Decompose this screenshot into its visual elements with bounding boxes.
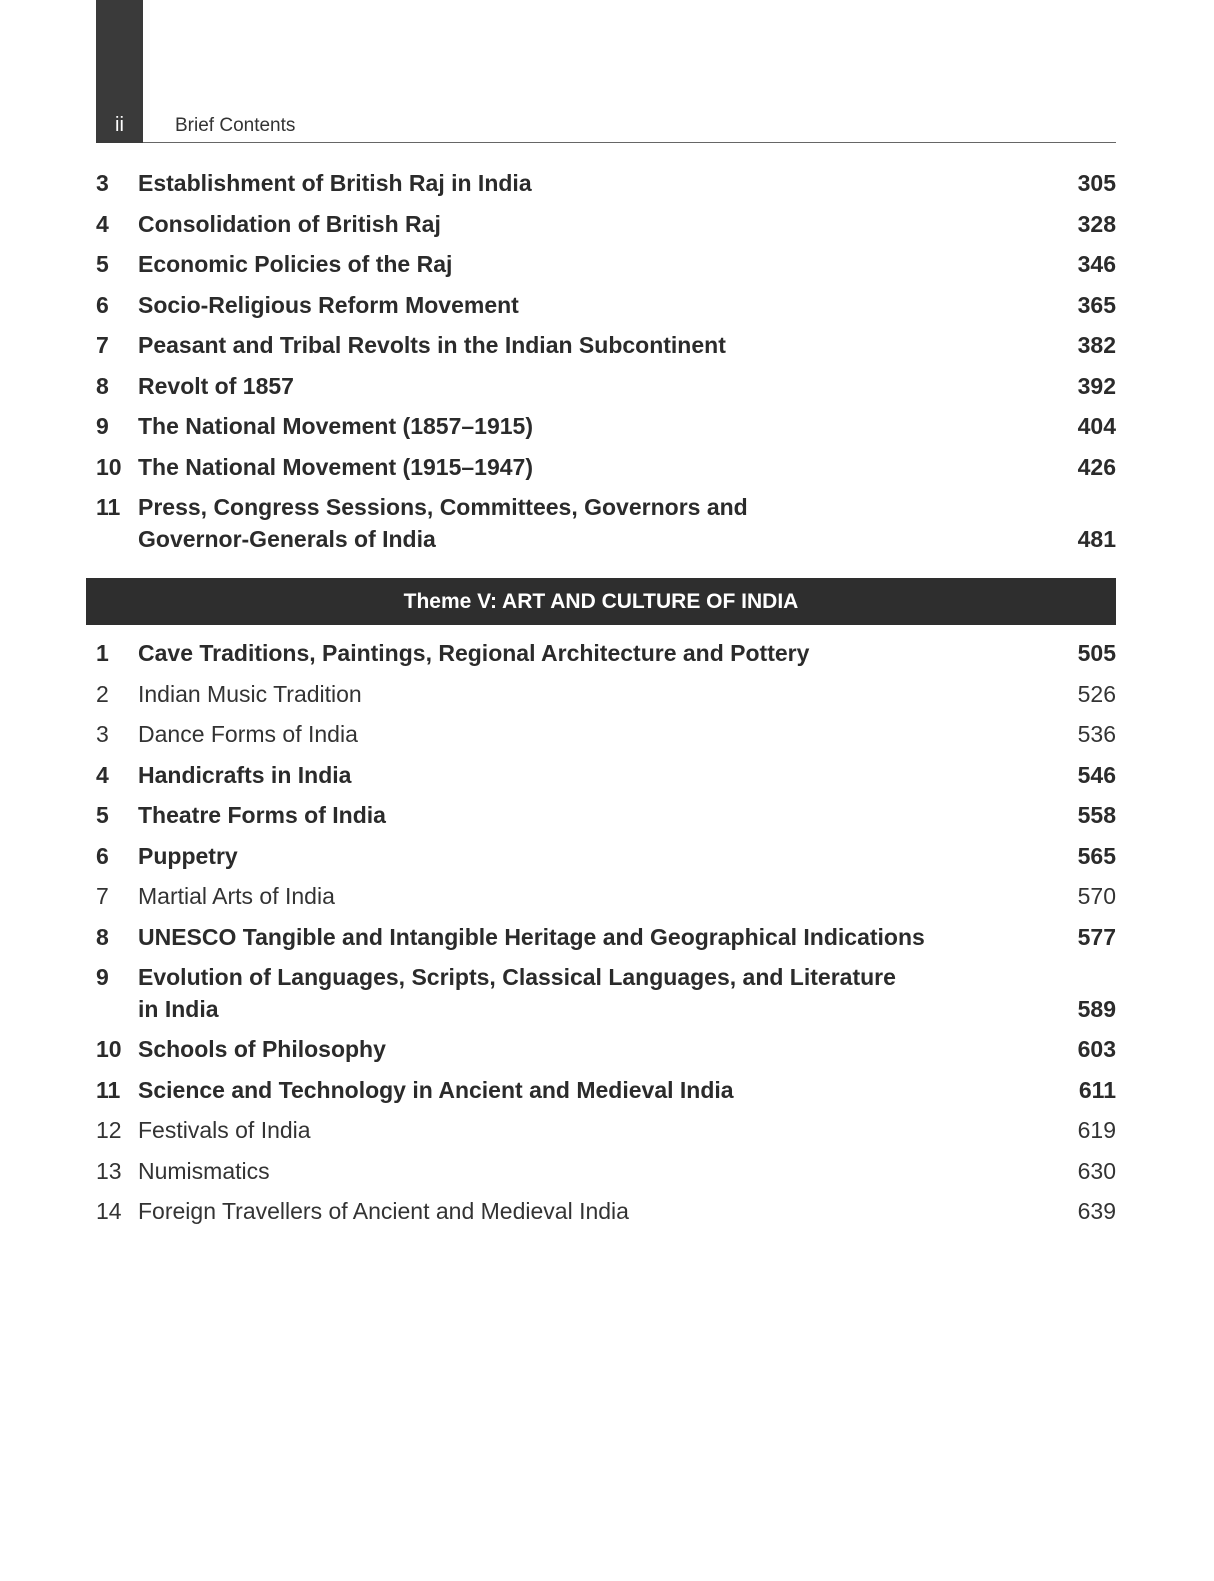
toc-entry-number: 3 xyxy=(96,170,109,196)
toc-entry[interactable] xyxy=(96,878,1116,919)
toc-entry[interactable] xyxy=(96,1193,1116,1234)
toc-entry-page: 382 xyxy=(1077,332,1116,358)
toc-entry-title: Science and Technology in Ancient and Medieval India xyxy=(138,1076,734,1103)
toc-entry-title: Theatre Forms of India xyxy=(138,802,386,828)
toc-entry-page: 505 xyxy=(1077,640,1116,666)
toc-entry-title: Puppetry xyxy=(138,842,238,869)
toc-entry[interactable] xyxy=(96,716,1116,757)
toc-entry-number: 3 xyxy=(96,721,109,747)
toc-entry-page: 305 xyxy=(1077,170,1116,196)
toc-entry[interactable] xyxy=(96,368,1116,409)
toc-entry-title: UNESCO Tangible and Intangible Heritage and Geographical Indications xyxy=(138,923,925,950)
toc-entry-page: 589 xyxy=(1077,996,1116,1022)
toc-entry[interactable] xyxy=(96,287,1116,328)
toc-entry-page: 346 xyxy=(1077,251,1116,277)
toc-entry[interactable] xyxy=(96,489,1116,561)
toc-entry-number: 7 xyxy=(96,332,109,358)
toc-entry[interactable] xyxy=(96,206,1116,247)
toc-entry-page: 365 xyxy=(1077,291,1116,318)
toc-entry-number: 10 xyxy=(96,453,122,480)
toc-entry[interactable] xyxy=(96,165,1116,206)
toc-entry-number: 4 xyxy=(96,210,109,237)
toc-entry-number: 8 xyxy=(96,923,109,950)
toc-entry[interactable] xyxy=(96,449,1116,490)
toc-entry-number: 12 xyxy=(96,1117,122,1143)
toc-entry-title: The National Movement (1915–1947) xyxy=(138,453,533,480)
toc-entry-number: 4 xyxy=(96,761,109,788)
toc-entry[interactable] xyxy=(96,757,1116,798)
toc-entry-number: 2 xyxy=(96,680,109,707)
toc-entry-page: 526 xyxy=(1077,680,1116,707)
toc-entry-title: Indian Music Tradition xyxy=(138,680,362,707)
toc-entry-page: 619 xyxy=(1077,1117,1116,1143)
toc-entry-page: 603 xyxy=(1077,1036,1116,1062)
toc-entry-title: Numismatics xyxy=(138,1157,270,1184)
toc-list-bottom xyxy=(96,635,1116,1234)
toc-entry-title-line: Evolution of Languages, Scripts, Classical Languages, and Literature xyxy=(138,964,896,990)
toc-entry-title: Cave Traditions, Paintings, Regional Architecture and Pottery xyxy=(138,640,810,666)
toc-entry-title: Foreign Travellers of Ancient and Medieval India xyxy=(138,1198,629,1224)
toc-list-top xyxy=(96,165,1116,561)
toc-entry-number: 13 xyxy=(96,1157,122,1184)
toc-entry-title: Schools of Philosophy xyxy=(138,1036,386,1062)
toc-entry-title: Handicrafts in India xyxy=(138,761,352,788)
toc-entry-page: 558 xyxy=(1077,802,1116,828)
toc-entry-number: 6 xyxy=(96,842,109,869)
toc-entry-page: 392 xyxy=(1077,372,1116,399)
toc-entry-title: Festivals of India xyxy=(138,1117,311,1143)
toc-entry-title: Martial Arts of India xyxy=(138,883,335,909)
toc-entry-title-line: in India xyxy=(138,996,219,1022)
toc-entry-title: Consolidation of British Raj xyxy=(138,210,441,237)
toc-entry-number: 6 xyxy=(96,291,109,318)
toc-entry[interactable] xyxy=(96,838,1116,879)
toc-entry-title xyxy=(138,959,1038,1025)
toc-entry-page: 404 xyxy=(1077,413,1116,439)
toc-entry-page: 565 xyxy=(1077,842,1116,869)
header-divider xyxy=(143,142,1116,143)
toc-entry-number: 1 xyxy=(96,640,109,666)
toc-entry-number: 11 xyxy=(96,494,121,520)
toc-entry-number: 11 xyxy=(96,1076,121,1103)
toc-entry-page: 546 xyxy=(1077,761,1116,788)
toc-entry-number: 14 xyxy=(96,1198,122,1224)
toc-entry[interactable] xyxy=(96,1031,1116,1072)
toc-entry-title xyxy=(138,489,1038,555)
toc-entry-title: Economic Policies of the Raj xyxy=(138,251,453,277)
toc-entry[interactable] xyxy=(96,919,1116,960)
toc-entry-number: 10 xyxy=(96,1036,122,1062)
toc-entry-number: 9 xyxy=(96,964,109,990)
toc-entry[interactable] xyxy=(96,408,1116,449)
toc-entry-number: 8 xyxy=(96,372,109,399)
toc-entry[interactable] xyxy=(96,676,1116,717)
toc-entry-title: Dance Forms of India xyxy=(138,721,358,747)
toc-entry[interactable] xyxy=(96,1072,1116,1113)
toc-entry-title: Socio-Religious Reform Movement xyxy=(138,291,519,318)
toc-entry-page: 328 xyxy=(1077,210,1116,237)
toc-entry[interactable] xyxy=(96,959,1116,1031)
toc-entry-page: 481 xyxy=(1077,526,1116,552)
toc-entry-number: 9 xyxy=(96,413,109,439)
toc-entry-page: 577 xyxy=(1077,923,1116,950)
toc-entry-title: Revolt of 1857 xyxy=(138,372,294,399)
theme-banner: Theme V: ART AND CULTURE OF INDIA xyxy=(86,578,1116,625)
toc-entry-title: The National Movement (1857–1915) xyxy=(138,413,533,439)
toc-entry-page: 570 xyxy=(1077,883,1116,909)
toc-entry-page: 611 xyxy=(1078,1076,1116,1103)
running-head: Brief Contents xyxy=(175,115,296,136)
toc-entry-title: Establishment of British Raj in India xyxy=(138,170,532,196)
toc-entry-title: Peasant and Tribal Revolts in the Indian Subcontinent xyxy=(138,332,726,358)
toc-entry[interactable] xyxy=(96,1112,1116,1153)
toc-entry-page: 639 xyxy=(1077,1198,1116,1224)
toc-entry-title-line: Press, Congress Sessions, Committees, Governors and xyxy=(138,494,748,520)
toc-entry-page: 426 xyxy=(1077,453,1116,480)
toc-entry-number: 7 xyxy=(96,883,109,909)
toc-entry-number: 5 xyxy=(96,251,109,277)
toc-entry[interactable] xyxy=(96,635,1116,676)
page-number: ii xyxy=(115,114,124,136)
toc-entry[interactable] xyxy=(96,1153,1116,1194)
toc-entry-number: 5 xyxy=(96,802,109,828)
toc-entry-page: 630 xyxy=(1077,1157,1116,1184)
toc-entry-title-line: Governor-Generals of India xyxy=(138,526,436,552)
toc-entry-page: 536 xyxy=(1077,721,1116,747)
toc-entry[interactable] xyxy=(96,797,1116,838)
toc-entry[interactable] xyxy=(96,246,1116,287)
toc-entry[interactable] xyxy=(96,327,1116,368)
